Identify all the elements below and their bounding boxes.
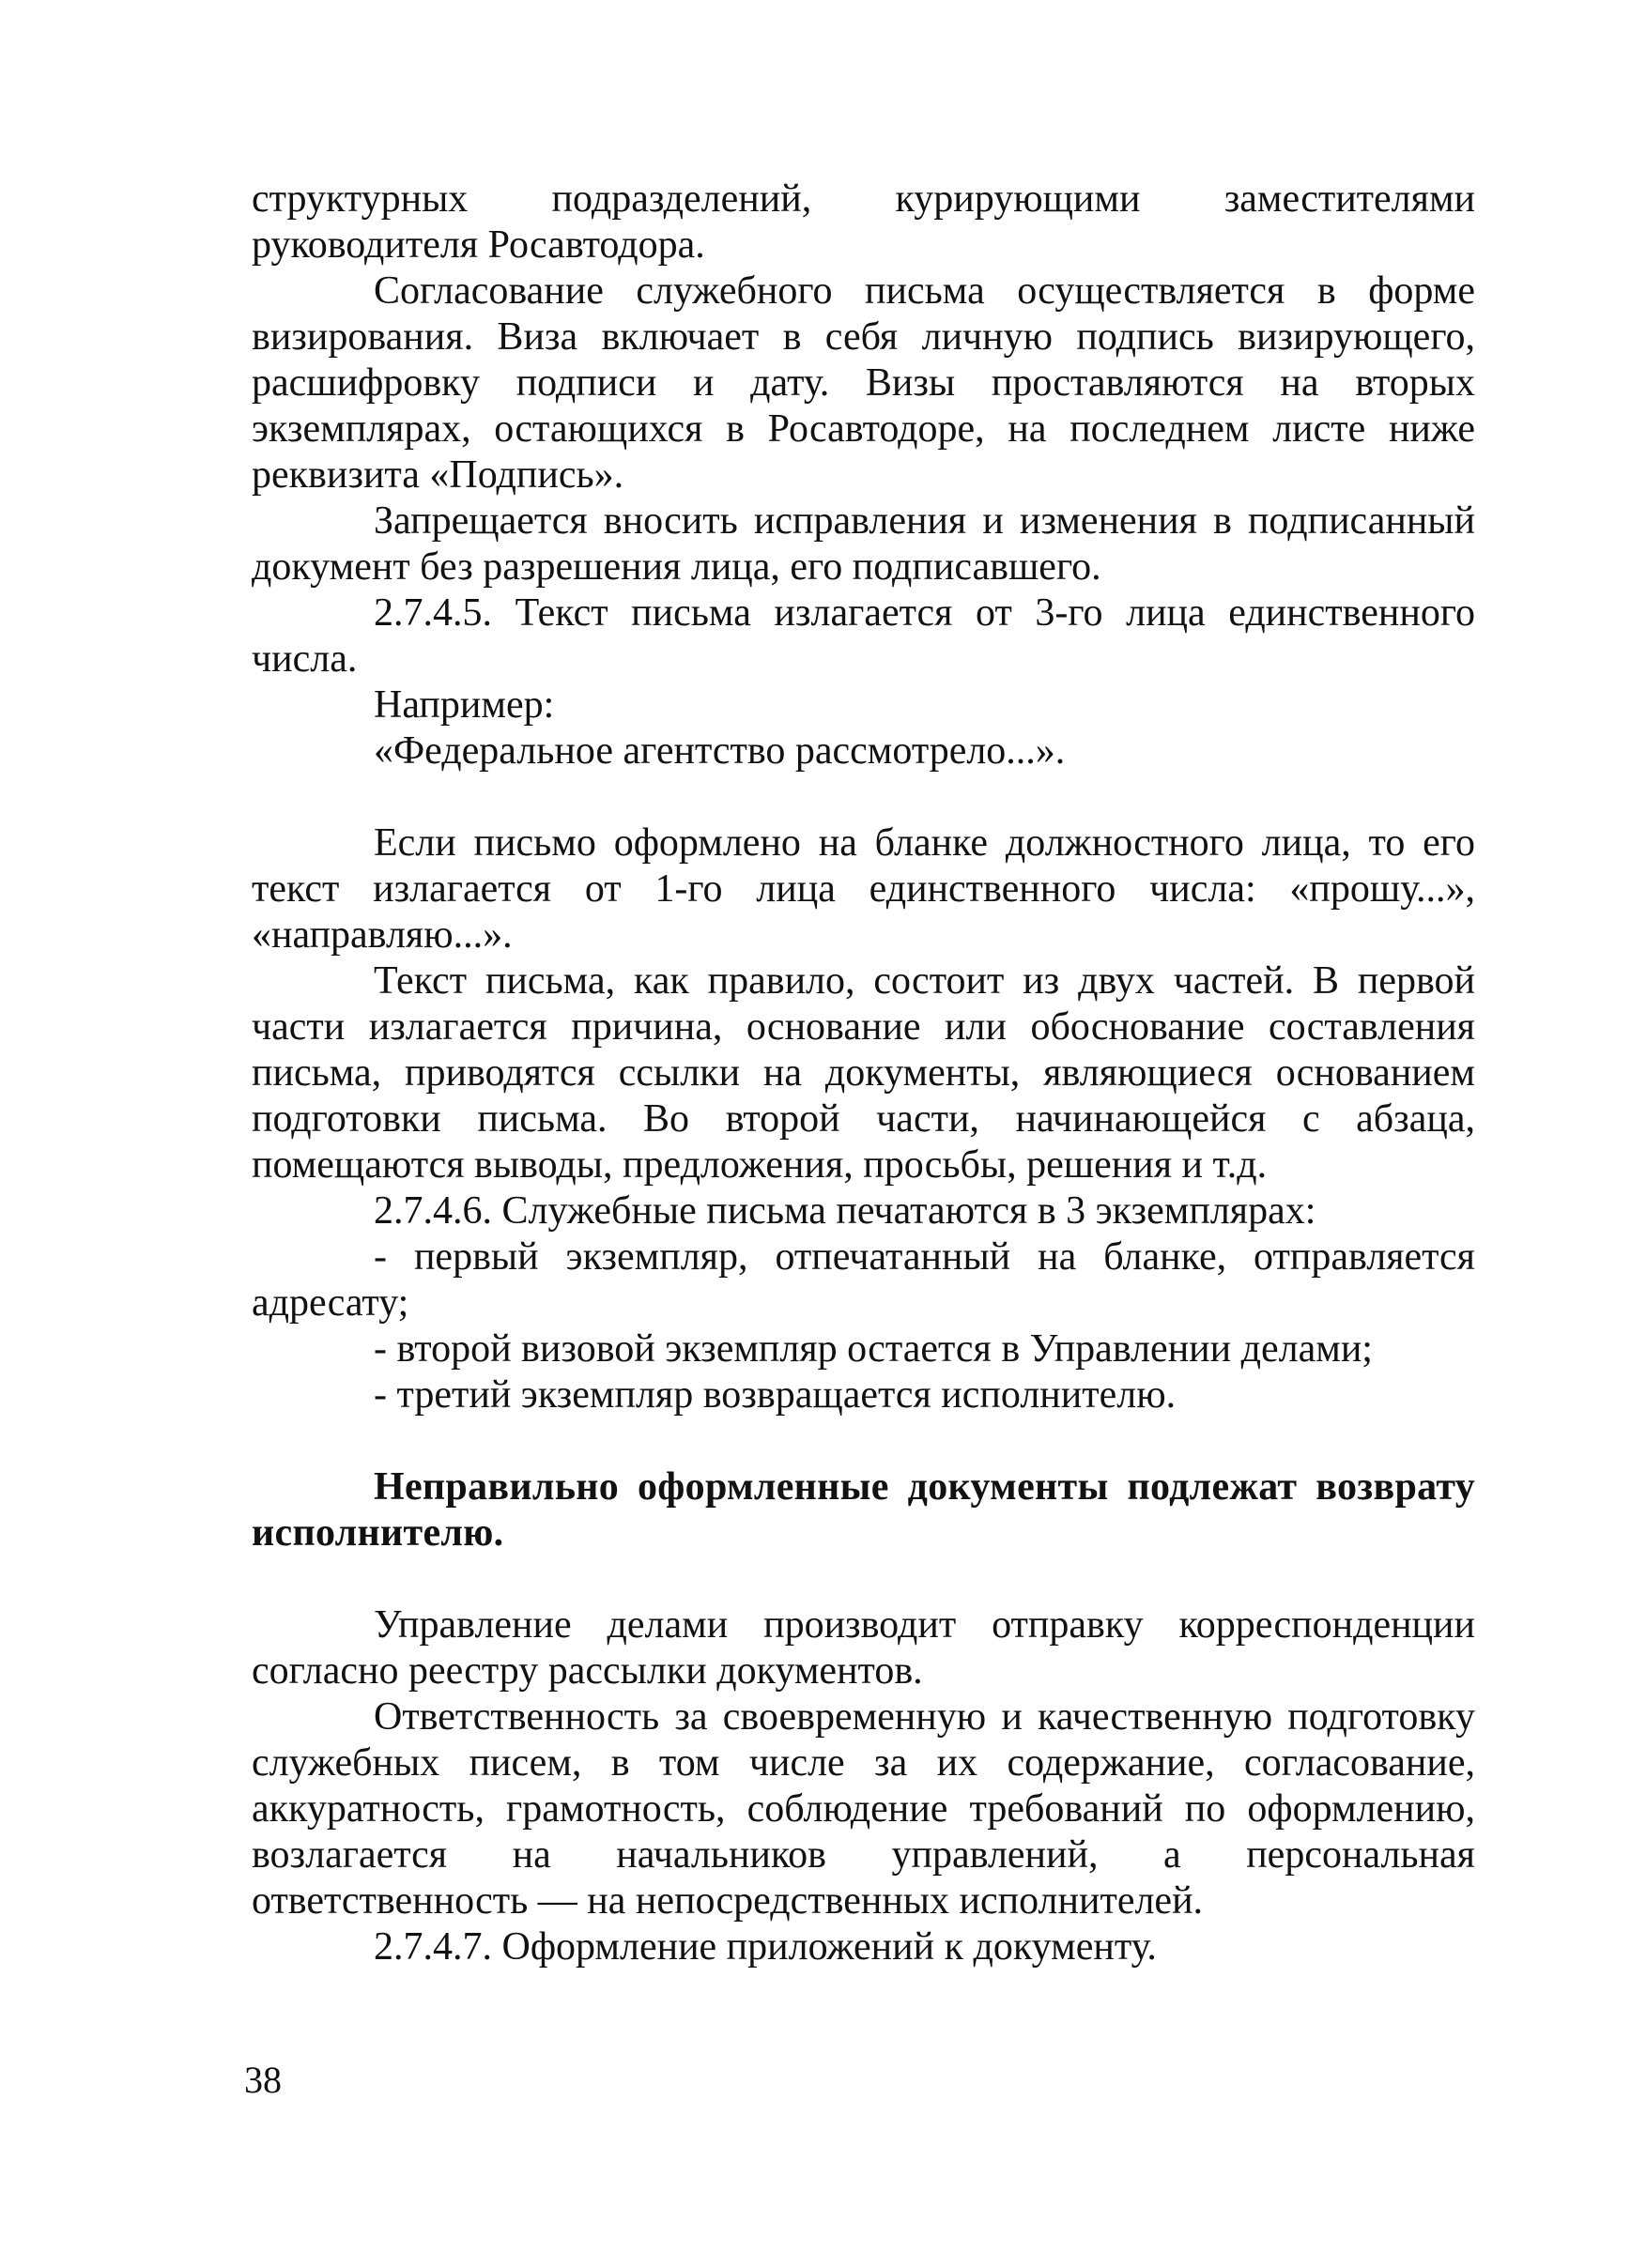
paragraph-letter-structure: Текст письма, как правило, состоит из двух частей. В первой части излагается причина, основание или обоснование составления письма, приводятся ссылки на документы, являющиеся основанием подготовки письма. Во второй части, начинающейся с абзаца, помещаются выводы, предложения, просьбы, решения и т.д.: [252, 959, 1475, 1187]
list-item-third-copy: - третий экземпляр возвращается исполнителю.: [374, 1373, 1177, 1417]
paragraph-continuation: структурных подразделений, курирующими заместителями руководителя Росавтодора.: [252, 177, 1475, 267]
paragraph-prohibition: Запрещается вносить исправления и изменения в подписанный документ без разрешения лица, его подписавшего.: [252, 499, 1475, 589]
paragraph-responsibility: Ответственность за своевременную и качественную подготовку служебных писем, в том числе за их содержание, согласование, аккуратность, грамотность, соблюдение требований по оформлению, возлагается на начальников управлений, а персональная ответственность — на непосредственных исполнителей.: [252, 1695, 1475, 1923]
warning-returned-documents: Неправильно оформленные документы подлежат возврату исполнителю.: [252, 1465, 1475, 1555]
list-item-second-copy: - второй визовой экземпляр остается в Управлении делами;: [374, 1327, 1373, 1371]
list-item-first-copy: - первый экземпляр, отпечатанный на бланке, отправляется адресату;: [252, 1235, 1475, 1325]
page-number: 38: [244, 2059, 282, 2101]
section-2-7-4-5: 2.7.4.5. Текст письма излагается от 3-го лица единственного числа.: [252, 591, 1475, 681]
paragraph-approval-form: Согласование служебного письма осуществляется в форме визирования. Виза включает в себя личную подпись визирующего, расшифровку подписи и дату. Визы проставляются на вторых экземплярах, остающихся в Росавтодоре, на последнем листе ниже реквизита «Подпись».: [252, 269, 1475, 497]
section-2-7-4-6: 2.7.4.6. Служебные письма печатаются в 3 экземплярах:: [374, 1189, 1316, 1233]
example-label: Например:: [374, 683, 555, 727]
section-2-7-4-7: 2.7.4.7. Оформление приложений к документу.: [374, 1925, 1157, 1969]
paragraph-dispatch: Управление делами производит отправку корреспонденции согласно реестру рассылки документов.: [252, 1603, 1475, 1693]
paragraph-official-form: Если письмо оформлено на бланке должностного лица, то его текст излагается от 1-го лица единственного числа: «прошу...», «направляю...».: [252, 821, 1475, 957]
page-body: [252, 176, 1475, 1970]
example-text: «Федеральное агентство рассмотрело...».: [374, 729, 1066, 773]
